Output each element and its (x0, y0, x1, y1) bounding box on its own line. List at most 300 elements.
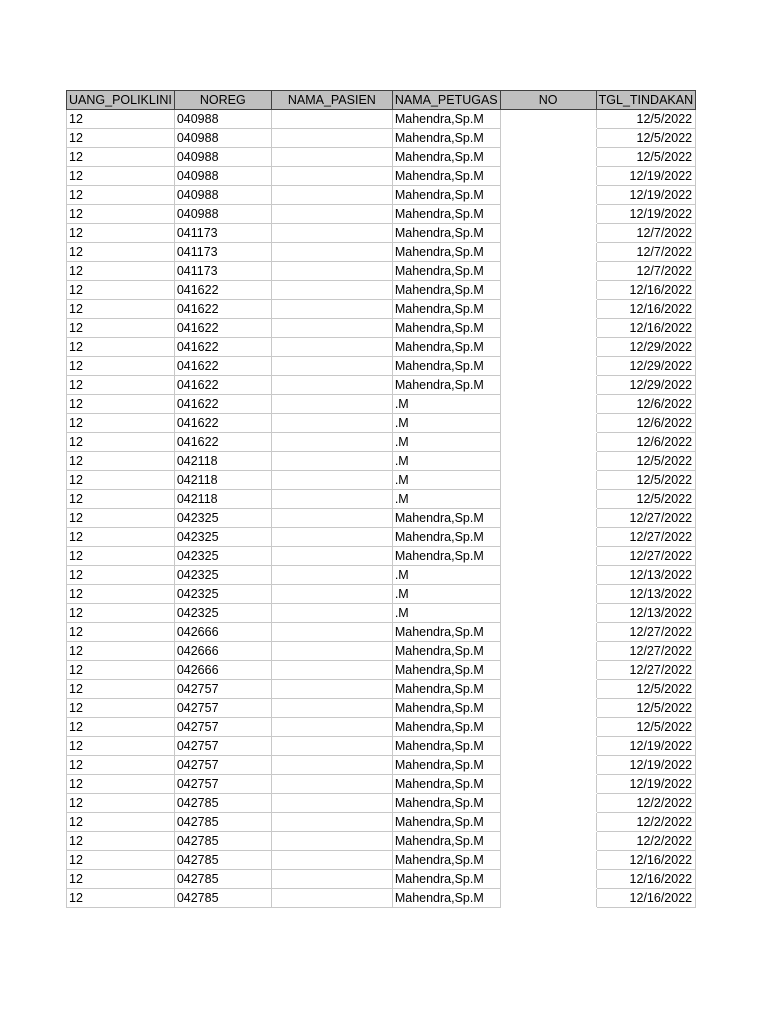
cell-noreg: 042757 (174, 737, 271, 756)
cell-noreg: 040988 (174, 186, 271, 205)
cell-nama-pasien (271, 528, 392, 547)
cell-tgl-tindakan: 12/29/2022 (596, 357, 695, 376)
cell-nama-pasien (271, 775, 392, 794)
cell-noreg: 041173 (174, 224, 271, 243)
table-row (67, 433, 696, 452)
cell-nama-pasien (271, 281, 392, 300)
table-row (67, 680, 696, 699)
cell-tgl-tindakan: 12/5/2022 (596, 490, 695, 509)
cell-nama-pasien (271, 756, 392, 775)
cell-nama-petugas: Mahendra,Sp.M (392, 509, 500, 528)
cell-noreg: 041622 (174, 319, 271, 338)
cell-nama-petugas: Mahendra,Sp.M (392, 528, 500, 547)
cell-no (500, 851, 596, 870)
column-header-tgl-tindakan: TGL_TINDAKAN (596, 91, 695, 110)
cell-tgl-tindakan: 12/29/2022 (596, 376, 695, 395)
cell-tgl-tindakan: 12/16/2022 (596, 281, 695, 300)
cell-ruang-poliklinik: 12 (67, 414, 175, 433)
column-header-ruang-poliklinik: UANG_POLIKLINI (67, 91, 175, 110)
cell-no (500, 718, 596, 737)
cell-tgl-tindakan: 12/19/2022 (596, 186, 695, 205)
cell-ruang-poliklinik: 12 (67, 699, 175, 718)
cell-tgl-tindakan: 12/19/2022 (596, 167, 695, 186)
cell-nama-pasien (271, 110, 392, 129)
cell-no (500, 585, 596, 604)
cell-no (500, 889, 596, 908)
cell-tgl-tindakan: 12/7/2022 (596, 262, 695, 281)
cell-tgl-tindakan: 12/27/2022 (596, 642, 695, 661)
cell-no (500, 471, 596, 490)
cell-tgl-tindakan: 12/6/2022 (596, 414, 695, 433)
cell-nama-pasien (271, 395, 392, 414)
cell-nama-petugas: Mahendra,Sp.M (392, 718, 500, 737)
cell-ruang-poliklinik: 12 (67, 528, 175, 547)
cell-tgl-tindakan: 12/5/2022 (596, 471, 695, 490)
cell-no (500, 129, 596, 148)
cell-ruang-poliklinik: 12 (67, 718, 175, 737)
cell-nama-pasien (271, 718, 392, 737)
cell-ruang-poliklinik: 12 (67, 813, 175, 832)
cell-ruang-poliklinik: 12 (67, 851, 175, 870)
table-row (67, 395, 696, 414)
cell-ruang-poliklinik: 12 (67, 300, 175, 319)
cell-nama-petugas: Mahendra,Sp.M (392, 338, 500, 357)
cell-nama-pasien (271, 224, 392, 243)
cell-nama-petugas: Mahendra,Sp.M (392, 851, 500, 870)
cell-nama-pasien (271, 737, 392, 756)
cell-ruang-poliklinik: 12 (67, 186, 175, 205)
cell-nama-pasien (271, 604, 392, 623)
cell-noreg: 040988 (174, 205, 271, 224)
cell-tgl-tindakan: 12/5/2022 (596, 148, 695, 167)
cell-nama-petugas: Mahendra,Sp.M (392, 661, 500, 680)
cell-noreg: 042325 (174, 585, 271, 604)
data-table (66, 90, 696, 908)
cell-noreg: 042325 (174, 547, 271, 566)
cell-nama-petugas: Mahendra,Sp.M (392, 319, 500, 338)
cell-nama-pasien (271, 167, 392, 186)
cell-noreg: 042785 (174, 851, 271, 870)
cell-ruang-poliklinik: 12 (67, 376, 175, 395)
cell-tgl-tindakan: 12/6/2022 (596, 395, 695, 414)
table-row (67, 262, 696, 281)
cell-noreg: 042325 (174, 509, 271, 528)
cell-nama-pasien (271, 471, 392, 490)
table-row (67, 452, 696, 471)
table-row (67, 471, 696, 490)
cell-nama-petugas: Mahendra,Sp.M (392, 737, 500, 756)
table-row (67, 699, 696, 718)
cell-nama-pasien (271, 851, 392, 870)
cell-nama-pasien (271, 794, 392, 813)
table-row (67, 661, 696, 680)
cell-nama-petugas: Mahendra,Sp.M (392, 547, 500, 566)
cell-no (500, 813, 596, 832)
cell-ruang-poliklinik: 12 (67, 110, 175, 129)
cell-nama-petugas: Mahendra,Sp.M (392, 167, 500, 186)
cell-nama-pasien (271, 889, 392, 908)
cell-nama-petugas: Mahendra,Sp.M (392, 699, 500, 718)
column-header-nama-pasien: NAMA_PASIEN (271, 91, 392, 110)
cell-nama-pasien (271, 262, 392, 281)
cell-nama-petugas: Mahendra,Sp.M (392, 224, 500, 243)
cell-noreg: 041622 (174, 414, 271, 433)
cell-noreg: 040988 (174, 167, 271, 186)
cell-nama-petugas: Mahendra,Sp.M (392, 680, 500, 699)
cell-no (500, 243, 596, 262)
cell-no (500, 300, 596, 319)
cell-ruang-poliklinik: 12 (67, 566, 175, 585)
cell-ruang-poliklinik: 12 (67, 490, 175, 509)
cell-noreg: 041622 (174, 281, 271, 300)
cell-ruang-poliklinik: 12 (67, 395, 175, 414)
cell-ruang-poliklinik: 12 (67, 148, 175, 167)
cell-ruang-poliklinik: 12 (67, 224, 175, 243)
table-row (67, 148, 696, 167)
cell-nama-pasien (271, 813, 392, 832)
table-row (67, 889, 696, 908)
cell-no (500, 395, 596, 414)
column-header-no: NO (500, 91, 596, 110)
cell-ruang-poliklinik: 12 (67, 319, 175, 338)
table-row (67, 376, 696, 395)
cell-noreg: 042325 (174, 604, 271, 623)
cell-noreg: 042785 (174, 794, 271, 813)
cell-noreg: 042785 (174, 813, 271, 832)
cell-tgl-tindakan: 12/27/2022 (596, 661, 695, 680)
cell-nama-petugas: Mahendra,Sp.M (392, 832, 500, 851)
table-row (67, 167, 696, 186)
cell-nama-pasien (271, 661, 392, 680)
cell-no (500, 737, 596, 756)
cell-nama-petugas: .M (392, 433, 500, 452)
cell-nama-pasien (271, 186, 392, 205)
cell-noreg: 042757 (174, 718, 271, 737)
cell-nama-petugas: .M (392, 395, 500, 414)
cell-nama-petugas: .M (392, 471, 500, 490)
cell-nama-petugas: Mahendra,Sp.M (392, 262, 500, 281)
cell-noreg: 042118 (174, 452, 271, 471)
cell-tgl-tindakan: 12/27/2022 (596, 509, 695, 528)
cell-nama-pasien (271, 376, 392, 395)
table-row (67, 870, 696, 889)
table-row (67, 129, 696, 148)
cell-no (500, 110, 596, 129)
cell-noreg: 041622 (174, 376, 271, 395)
cell-tgl-tindakan: 12/5/2022 (596, 680, 695, 699)
cell-no (500, 319, 596, 338)
table-row (67, 737, 696, 756)
cell-ruang-poliklinik: 12 (67, 661, 175, 680)
cell-ruang-poliklinik: 12 (67, 737, 175, 756)
table-row (67, 509, 696, 528)
cell-tgl-tindakan: 12/5/2022 (596, 718, 695, 737)
cell-nama-petugas: Mahendra,Sp.M (392, 775, 500, 794)
cell-ruang-poliklinik: 12 (67, 756, 175, 775)
cell-tgl-tindakan: 12/2/2022 (596, 794, 695, 813)
table-row (67, 205, 696, 224)
cell-ruang-poliklinik: 12 (67, 281, 175, 300)
table-row (67, 566, 696, 585)
cell-no (500, 661, 596, 680)
cell-ruang-poliklinik: 12 (67, 889, 175, 908)
cell-nama-pasien (271, 205, 392, 224)
table-row (67, 623, 696, 642)
cell-no (500, 680, 596, 699)
cell-ruang-poliklinik: 12 (67, 623, 175, 642)
cell-ruang-poliklinik: 12 (67, 642, 175, 661)
cell-tgl-tindakan: 12/2/2022 (596, 832, 695, 851)
table-row (67, 490, 696, 509)
cell-nama-petugas: Mahendra,Sp.M (392, 129, 500, 148)
cell-tgl-tindakan: 12/7/2022 (596, 243, 695, 262)
table-row (67, 775, 696, 794)
cell-nama-pasien (271, 414, 392, 433)
cell-no (500, 832, 596, 851)
cell-noreg: 041173 (174, 262, 271, 281)
table-row (67, 338, 696, 357)
cell-nama-pasien (271, 642, 392, 661)
cell-nama-pasien (271, 129, 392, 148)
cell-no (500, 205, 596, 224)
cell-nama-petugas: Mahendra,Sp.M (392, 205, 500, 224)
cell-noreg: 041622 (174, 357, 271, 376)
cell-nama-pasien (271, 680, 392, 699)
table-row (67, 281, 696, 300)
cell-no (500, 566, 596, 585)
cell-tgl-tindakan: 12/13/2022 (596, 604, 695, 623)
cell-nama-petugas: Mahendra,Sp.M (392, 376, 500, 395)
cell-tgl-tindakan: 12/5/2022 (596, 452, 695, 471)
cell-nama-petugas: Mahendra,Sp.M (392, 148, 500, 167)
cell-noreg: 042785 (174, 889, 271, 908)
cell-tgl-tindakan: 12/16/2022 (596, 870, 695, 889)
cell-noreg: 042325 (174, 566, 271, 585)
cell-nama-petugas: Mahendra,Sp.M (392, 110, 500, 129)
cell-tgl-tindakan: 12/5/2022 (596, 699, 695, 718)
cell-no (500, 433, 596, 452)
table-body (67, 110, 696, 908)
cell-noreg: 042785 (174, 870, 271, 889)
cell-no (500, 604, 596, 623)
cell-tgl-tindakan: 12/16/2022 (596, 889, 695, 908)
cell-ruang-poliklinik: 12 (67, 243, 175, 262)
cell-nama-pasien (271, 338, 392, 357)
cell-tgl-tindakan: 12/6/2022 (596, 433, 695, 452)
table-row (67, 832, 696, 851)
cell-nama-pasien (271, 319, 392, 338)
table-header (67, 91, 696, 110)
cell-nama-petugas: Mahendra,Sp.M (392, 243, 500, 262)
cell-tgl-tindakan: 12/13/2022 (596, 585, 695, 604)
cell-tgl-tindakan: 12/27/2022 (596, 547, 695, 566)
cell-nama-petugas: Mahendra,Sp.M (392, 623, 500, 642)
cell-tgl-tindakan: 12/27/2022 (596, 528, 695, 547)
cell-nama-pasien (271, 623, 392, 642)
cell-noreg: 041622 (174, 338, 271, 357)
table-row (67, 300, 696, 319)
cell-nama-pasien (271, 433, 392, 452)
table-row (67, 547, 696, 566)
cell-noreg: 042666 (174, 642, 271, 661)
cell-no (500, 357, 596, 376)
cell-nama-petugas: .M (392, 414, 500, 433)
cell-noreg: 042757 (174, 756, 271, 775)
cell-ruang-poliklinik: 12 (67, 832, 175, 851)
cell-ruang-poliklinik: 12 (67, 205, 175, 224)
cell-nama-petugas: Mahendra,Sp.M (392, 357, 500, 376)
cell-ruang-poliklinik: 12 (67, 604, 175, 623)
cell-nama-pasien (271, 832, 392, 851)
cell-no (500, 262, 596, 281)
table-row (67, 528, 696, 547)
table-row (67, 718, 696, 737)
cell-no (500, 148, 596, 167)
cell-noreg: 042118 (174, 490, 271, 509)
cell-ruang-poliklinik: 12 (67, 262, 175, 281)
cell-ruang-poliklinik: 12 (67, 338, 175, 357)
cell-no (500, 338, 596, 357)
cell-nama-pasien (271, 870, 392, 889)
cell-nama-petugas: Mahendra,Sp.M (392, 186, 500, 205)
cell-noreg: 042118 (174, 471, 271, 490)
table-row (67, 604, 696, 623)
cell-noreg: 041622 (174, 395, 271, 414)
table-row (67, 414, 696, 433)
cell-tgl-tindakan: 12/19/2022 (596, 205, 695, 224)
table-row (67, 756, 696, 775)
cell-tgl-tindakan: 12/5/2022 (596, 110, 695, 129)
cell-nama-petugas: Mahendra,Sp.M (392, 281, 500, 300)
cell-ruang-poliklinik: 12 (67, 794, 175, 813)
cell-nama-pasien (271, 566, 392, 585)
cell-no (500, 376, 596, 395)
cell-nama-petugas: Mahendra,Sp.M (392, 813, 500, 832)
cell-ruang-poliklinik: 12 (67, 167, 175, 186)
cell-ruang-poliklinik: 12 (67, 680, 175, 699)
cell-tgl-tindakan: 12/19/2022 (596, 775, 695, 794)
cell-ruang-poliklinik: 12 (67, 129, 175, 148)
cell-tgl-tindakan: 12/16/2022 (596, 319, 695, 338)
cell-no (500, 281, 596, 300)
cell-tgl-tindakan: 12/2/2022 (596, 813, 695, 832)
column-header-noreg: NOREG (174, 91, 271, 110)
table-row (67, 110, 696, 129)
cell-noreg: 042757 (174, 775, 271, 794)
cell-tgl-tindakan: 12/16/2022 (596, 851, 695, 870)
cell-noreg: 042757 (174, 699, 271, 718)
cell-nama-pasien (271, 490, 392, 509)
cell-ruang-poliklinik: 12 (67, 870, 175, 889)
cell-nama-petugas: .M (392, 566, 500, 585)
cell-nama-pasien (271, 148, 392, 167)
table-row (67, 357, 696, 376)
cell-ruang-poliklinik: 12 (67, 585, 175, 604)
cell-ruang-poliklinik: 12 (67, 433, 175, 452)
cell-no (500, 642, 596, 661)
column-header-nama-petugas: NAMA_PETUGAS (392, 91, 500, 110)
cell-no (500, 870, 596, 889)
cell-ruang-poliklinik: 12 (67, 452, 175, 471)
cell-no (500, 224, 596, 243)
cell-no (500, 452, 596, 471)
cell-no (500, 509, 596, 528)
table-row (67, 642, 696, 661)
cell-no (500, 167, 596, 186)
cell-tgl-tindakan: 12/7/2022 (596, 224, 695, 243)
cell-nama-petugas: .M (392, 604, 500, 623)
cell-tgl-tindakan: 12/19/2022 (596, 737, 695, 756)
cell-nama-petugas: .M (392, 490, 500, 509)
cell-nama-pasien (271, 585, 392, 604)
cell-noreg: 041622 (174, 300, 271, 319)
cell-nama-petugas: Mahendra,Sp.M (392, 756, 500, 775)
cell-noreg: 040988 (174, 148, 271, 167)
cell-noreg: 042757 (174, 680, 271, 699)
cell-no (500, 528, 596, 547)
cell-no (500, 794, 596, 813)
cell-no (500, 756, 596, 775)
table-row (67, 224, 696, 243)
cell-nama-petugas: Mahendra,Sp.M (392, 300, 500, 319)
cell-noreg: 042785 (174, 832, 271, 851)
cell-nama-petugas: Mahendra,Sp.M (392, 794, 500, 813)
cell-no (500, 547, 596, 566)
cell-noreg: 042325 (174, 528, 271, 547)
cell-ruang-poliklinik: 12 (67, 775, 175, 794)
cell-ruang-poliklinik: 12 (67, 357, 175, 376)
cell-no (500, 490, 596, 509)
cell-no (500, 414, 596, 433)
cell-noreg: 042666 (174, 661, 271, 680)
table-row (67, 186, 696, 205)
table-row (67, 851, 696, 870)
cell-nama-pasien (271, 699, 392, 718)
cell-ruang-poliklinik: 12 (67, 547, 175, 566)
cell-nama-pasien (271, 547, 392, 566)
cell-ruang-poliklinik: 12 (67, 509, 175, 528)
cell-tgl-tindakan: 12/13/2022 (596, 566, 695, 585)
header-row (67, 91, 696, 110)
table-row (67, 585, 696, 604)
cell-nama-pasien (271, 357, 392, 376)
cell-no (500, 623, 596, 642)
cell-noreg: 042666 (174, 623, 271, 642)
cell-noreg: 040988 (174, 129, 271, 148)
cell-ruang-poliklinik: 12 (67, 471, 175, 490)
table-row (67, 319, 696, 338)
cell-noreg: 040988 (174, 110, 271, 129)
cell-tgl-tindakan: 12/16/2022 (596, 300, 695, 319)
cell-nama-pasien (271, 300, 392, 319)
cell-no (500, 699, 596, 718)
cell-nama-petugas: .M (392, 452, 500, 471)
table-row (67, 243, 696, 262)
cell-tgl-tindakan: 12/29/2022 (596, 338, 695, 357)
cell-nama-petugas: Mahendra,Sp.M (392, 889, 500, 908)
cell-nama-petugas: .M (392, 585, 500, 604)
cell-nama-petugas: Mahendra,Sp.M (392, 642, 500, 661)
cell-tgl-tindakan: 12/5/2022 (596, 129, 695, 148)
table-row (67, 813, 696, 832)
table-row (67, 794, 696, 813)
cell-nama-pasien (271, 452, 392, 471)
cell-no (500, 775, 596, 794)
cell-tgl-tindakan: 12/19/2022 (596, 756, 695, 775)
cell-nama-pasien (271, 243, 392, 262)
cell-tgl-tindakan: 12/27/2022 (596, 623, 695, 642)
cell-nama-petugas: Mahendra,Sp.M (392, 870, 500, 889)
